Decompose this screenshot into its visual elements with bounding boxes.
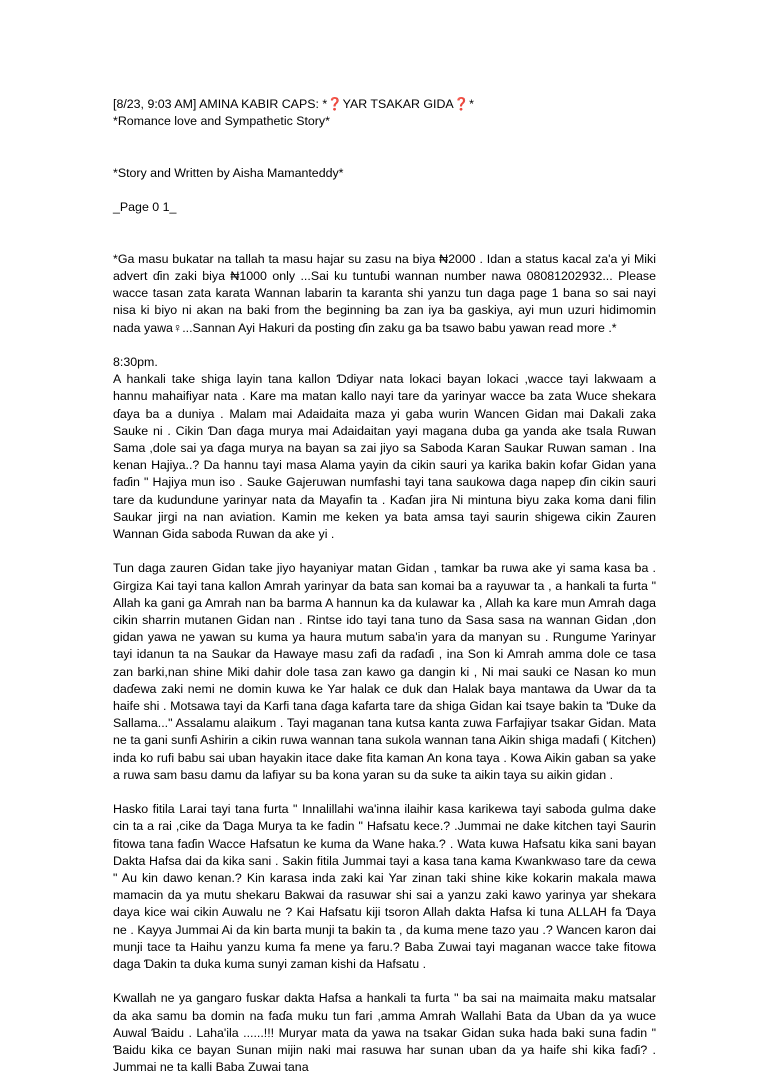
spacer: [113, 543, 656, 560]
notice-paragraph: *Ga masu bukatar na tallah ta masu hajar su zasu na biya ₦2000 . Idan a status kacal za'a yi Miki advert ɗin zaki biya ₦1000 only ...Sai ku tuntuɓi wannan number nawa 08081202932... Please wacce tasan zata karata Wannan labarin ta karanta shi yanzu tun daga page 1 bana so sai nayi nisa ki biyo ni akan na baki from the beginning ba zan iya ba gaskiya, ayi mun uzuri hidimomin nada yawa♀...Sannan Ayi Hakuri da posting ɗin zaku ga ba tsawo babu yawan read more .*: [113, 251, 656, 335]
spacer: [113, 130, 656, 164]
spacer: [113, 973, 656, 990]
spacer: [113, 784, 656, 801]
message-header: [8/23, 9:03 AM] AMINA KABIR CAPS: *❓YAR TSAKAR GIDA❓*: [113, 97, 474, 111]
spacer: [113, 182, 656, 199]
story-paragraph: A hankali take shiga layin tana kallon Ɗdiyar nata lokaci bayan lokaci ,wacce tayi lakwaam a hannu mahaifiyar nata . Kare ma matan kallo nayi tare da yarinyar wacce ba zata Wuce shekara ɗaya ba a duniya . Malam mai Adaidaita maza yi gaba wurin Wancen Gidan mai Dakali zaka Sauke ni . Cikin Ɗan ɗaga murya mai Adaidaitan yayi magana duba ga yanda ake tsala Ruwan Sama ,dole sai ya ɗaga murya na bayan sa zai jiyo sa Saboda Karan Saukar Ruwan saman . Ina kenan Hajiya..? Da hannu tayi masa Alama yayin da cikin sauri ya karika bakin kofar Gidan yana faɗin " Hajiya mun iso . Sauke Gajeruwan numfashi tayi tana saukowa daga napep ɗin cikin sauri tare da kudundune yarinyar nata da Mayafin ta . Kaɗan jira Ni mintuna biyu zaka koma dani filin Saukar jirgi na nan aviation. Kamin me keken ya bata amsa tayi saurin shigewa cikin Zauren Wannan Gida saboda Ruwan da ake yi .: [113, 372, 656, 542]
author-byline: *Story and Written by Aisha Mamanteddy*: [113, 165, 344, 180]
spacer: [113, 337, 656, 354]
story-subtitle: *Romance love and Sympathetic Story*: [113, 114, 330, 129]
story-paragraph: Hasko fitila Larai tayi tana furta " Innalillahi wa'inna ilaihir kasa karikewa tayi saboda gulma dake cin ta a rai ,cike da Ɗaga Murya ta ke fadin " Hafsatu kece.? .Jummai ne dake kitchen tayi Saurin fitowa tana faɗin Wacce Hafsatun ke kuma da Wane haka.? . Wata kuwa Hafsatu kika sani bayan Dakta Hafsa dai da kika sani . Sakin fitila Jummai tayi a kasa tana kama Kwankwaso tare da cewa " Au kin dawo kenan.? Kin karasa inda zaki kai Yar zinan taki shine kike kokarin makala mawa mamacin da ya mutu shekaru Bakwai da rasuwar shi sai a yanzu zaki kawo yarinya yar shekara daya kice wai cikin Auwalu ne ? Kai Hafsatu kiji tsoron Allah dakta Hafsa ki tuna ALLAH fa Ɗaya ne . Kayya Jummai Ai da kin barta munji ta bakin ta , da kuma mene tazo yau .? Wancen karon dai munji tace ta Haihu yanzu kuma fa mene ya faru.? Baba Zuwai tayi maganan wacce take fitowa daga Ɗakin ta duka kuma sunyi zaman kishi da Hafsatu .: [113, 802, 656, 972]
story-paragraph: Tun daga zauren Gidan take jiyo hayaniyar matan Gidan , tamkar ba ruwa ake yi sama kasa ba . Girgiza Kai tayi tana kallon Amrah yarinyar da bata san komai ba a rayuwar ta , a hankali ta furta " Allah ka gani ga Amrah nan ba barma A hannun ka da kulawar ka , Allah ka kare mun Amrah daga cikin sharrin mutanen Gidan nan . Rintse ido tayi tana tuno da Sasa sasa na wannan Gidan ,don gidan yawa ne yawan su kuma ya haura mutum saba'in yara da manyan su . Rungume Yarinyar tayi idanun ta na Saukar da Hawaye masu zafi da raɗaɗi , ina Son ki Amrah amma dole ce tasa zan barki,nan shine Miki dahir dole tasa zan kawo ga dangin ki , Ni mai sauki ce Nasan ko mun daɗewa zaki nemi ne domin kuwa ke Yar halak ce duk dan Halak baya mantawa da Uwar da ta haife shi . Motsawa tayi da Karfi tana ɗaga kafarta tare da shiga Gidan kai tsaye bakin ta 'Ɗuke da Sallama..." Assalamu alaikum . Tayi maganan tana kutsa kanta zuwa Farfajiyar tsakar Gidan. Mata ne ta gani sunfi Ashirin a cikin ruwa wannan tana sukola wannan tana Aikin shiga madafi ( Kitchen) inda ko rufi babu sai uban hayakin itace dake fita kaman An kona taya . Kowa Aikin gaban sa yake a ruwa sam basu damu da lafiyar su ba kona yaran su da suke ta aikin taya su aikin gidan .: [113, 561, 656, 782]
story-paragraph: Kwallah ne ya gangaro fuskar dakta Hafsa a hankali ta furta " ba sai na maimaita maku matsalar da aka samu ba domin na faɗa muku tun fari ,amma Amrah Wallahi Bata da Uban da ya wuce Auwal Ɓaidu . Laha'ila ......!!! Muryar mata da yawa na tsakar Gidan suka hada baki suna fadin " Ɓaidu kika ce bayan Sunan mijin naki mai rasuwa har sunan uban da ya haife shi kika faɗi? . Jummai ne ta kalli Baba Zuwai tana: [113, 991, 656, 1075]
page-label: _Page 0 1_: [113, 200, 177, 215]
time-stamp: 8:30pm.: [113, 354, 158, 369]
spacer: [113, 216, 656, 250]
